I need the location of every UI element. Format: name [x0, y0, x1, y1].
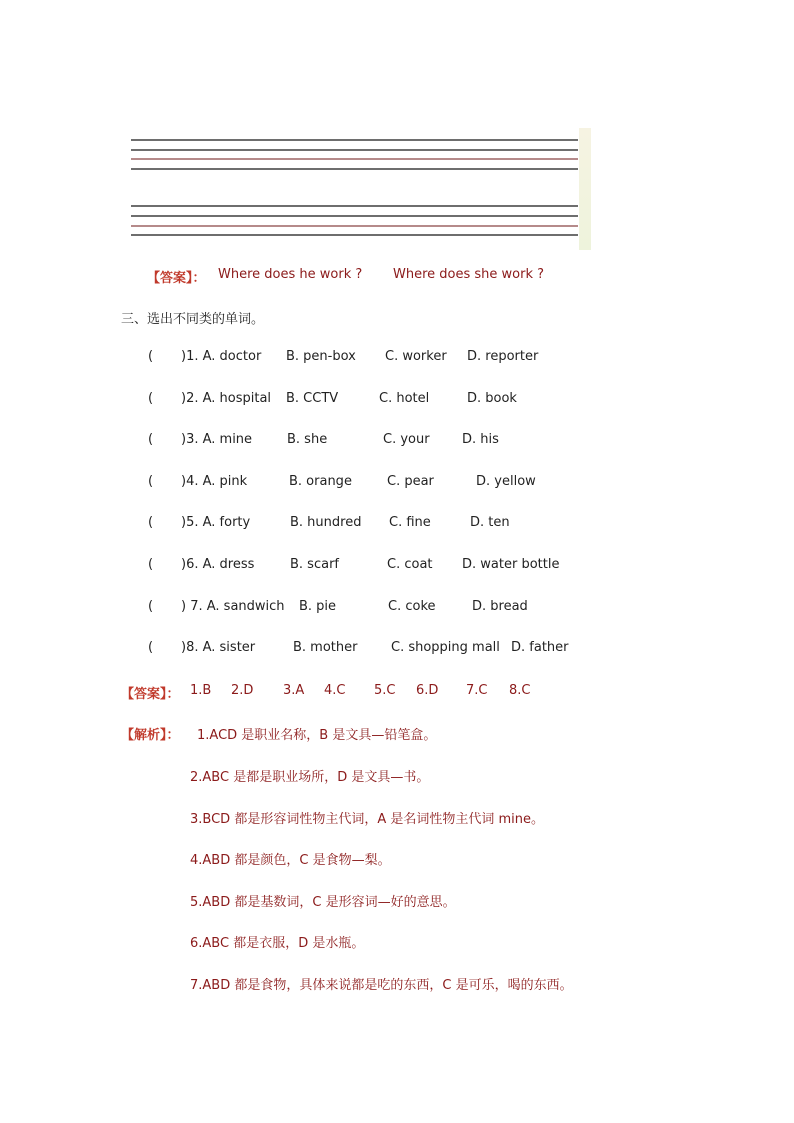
rule-line [131, 139, 578, 141]
option-b: B. orange [289, 474, 352, 489]
answer-label: 【答案】 [121, 687, 167, 702]
explanation-item: 6.ABC 都是衣服，D 是水瓶。 [190, 936, 365, 951]
question-bracket: ( [148, 474, 154, 489]
rule-line [131, 205, 578, 207]
option-a: )6. A. dress [181, 557, 255, 572]
option-d: D. ten [470, 515, 510, 530]
question-bracket: ( [148, 640, 154, 655]
option-b: B. she [287, 432, 328, 447]
option-c: C. fine [389, 515, 431, 530]
rule-line [131, 225, 578, 227]
option-c: C. your [383, 432, 430, 447]
explanation-item: 4.ABD 都是颜色，C 是食物—梨。 [190, 853, 391, 868]
option-b: B. pie [299, 599, 337, 614]
explanation-label: 【解析】 [121, 728, 167, 743]
image-edge-fragment [579, 128, 591, 250]
answers-heading [121, 683, 180, 702]
option-b: B. scarf [290, 557, 339, 572]
option-a: )1. A. doctor [181, 349, 262, 364]
explanation-item: 1.ACD 是职业名称，B 是文具—铅笔盒。 [197, 728, 437, 743]
option-d: D. yellow [476, 474, 536, 489]
explanation-item: 2.ABC 是都是职业场所，D 是文具—书。 [190, 770, 430, 785]
option-d: D. father [511, 640, 569, 655]
explanation-colon: ： [166, 728, 180, 743]
section-title: 三、选出不同类的单词。 [121, 312, 265, 327]
question-bracket: ( [148, 557, 154, 572]
rule-line [131, 158, 578, 160]
rule-line [131, 149, 578, 151]
option-a: ) 7. A. sandwich [181, 599, 285, 614]
option-d: D. book [467, 391, 517, 406]
answer-sentence: Where does she work ? [393, 267, 545, 282]
answer-colon: ： [166, 687, 180, 702]
answer-colon: ： [192, 271, 206, 286]
answer-item: 3.A [283, 683, 305, 698]
answer-item: 7.C [466, 683, 488, 698]
question-bracket: ( [148, 391, 154, 406]
answer-item: 2.D [231, 683, 254, 698]
option-c: C. hotel [379, 391, 430, 406]
answer-item: 8.C [509, 683, 531, 698]
option-a: )2. A. hospital [181, 391, 272, 406]
option-b: B. CCTV [286, 391, 339, 406]
explanation-item: 7.ABD 都是食物，具体来说都是吃的东西，C 是可乐，喝的东西。 [190, 978, 573, 993]
option-a: )5. A. forty [181, 515, 251, 530]
option-d: D. his [462, 432, 499, 447]
option-a: )3. A. mine [181, 432, 253, 447]
explanation-item: 5.ABD 都是基数词，C 是形容词—好的意思。 [190, 895, 456, 910]
option-c: C. coat [387, 557, 433, 572]
explanation-heading [121, 724, 180, 743]
explanation-item: 3.BCD 都是形容词性物主代词，A 是名词性物主代词 mine。 [190, 812, 544, 827]
option-d: D. reporter [467, 349, 539, 364]
option-c: C. shopping mall [391, 640, 500, 655]
option-c: C. worker [385, 349, 447, 364]
answer-sentence: Where does he work ? [218, 267, 363, 282]
option-b: B. pen-box [286, 349, 356, 364]
answer-item: 6.D [416, 683, 439, 698]
question-bracket: ( [148, 599, 154, 614]
question-bracket: ( [148, 515, 154, 530]
answer-item: 5.C [374, 683, 396, 698]
option-d: D. water bottle [462, 557, 560, 572]
option-a: )4. A. pink [181, 474, 248, 489]
rule-line [131, 168, 578, 170]
option-c: C. coke [388, 599, 436, 614]
question-bracket: ( [148, 432, 154, 447]
option-d: D. bread [472, 599, 528, 614]
writing-answer [147, 267, 206, 286]
option-c: C. pear [387, 474, 434, 489]
answer-item: 1.B [190, 683, 212, 698]
answer-item: 4.C [324, 683, 346, 698]
answer-label: 【答案】 [147, 271, 193, 286]
question-bracket: ( [148, 349, 154, 364]
rule-line [131, 215, 578, 217]
option-a: )8. A. sister [181, 640, 256, 655]
rule-line [131, 234, 578, 236]
option-b: B. hundred [290, 515, 362, 530]
option-b: B. mother [293, 640, 358, 655]
